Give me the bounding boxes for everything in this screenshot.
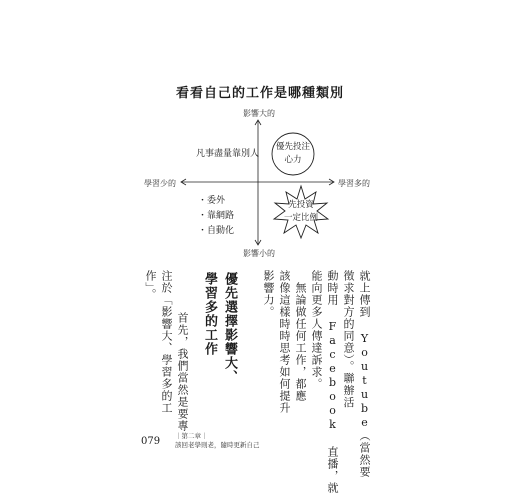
lower-right-line-2: 一定比例 <box>283 213 318 223</box>
body-column: 就上傳到 Youtube（當然要 <box>358 270 371 478</box>
list-item: ・靠網路 <box>198 211 235 221</box>
axis-label-bottom: 影響小的 <box>243 249 275 258</box>
chapter-title: 該回老學則老，隨時更新自己 <box>175 441 260 449</box>
page-number: 079 <box>141 436 161 447</box>
upper-right-line-1: 優先投注 <box>275 142 310 152</box>
chapter-label: ｜第二章｜ <box>175 432 208 440</box>
running-footer <box>175 432 260 450</box>
section-heading-line-2: 學習多的工作 <box>202 272 217 356</box>
diagram-title: 看看自己的工作是哪種類別 <box>175 86 344 101</box>
quadrant-upper-right-label <box>270 134 316 174</box>
lower-right-line-1: 先投資 <box>288 200 314 210</box>
body-column: 能向更多人傳達訴求。 <box>310 270 323 390</box>
body-column: 動時用 Facebook 直播，就 <box>326 270 339 494</box>
body-column: 作」。 <box>144 270 157 301</box>
section-heading-line-1: 優先選擇影響大、 <box>222 272 237 384</box>
body-column: 徵求對方的同意）。聯辦活 <box>342 270 355 409</box>
list-item: ・自動化 <box>198 226 235 236</box>
quadrant-lower-right-label <box>275 194 327 230</box>
quadrant-lower-left-list <box>198 194 234 239</box>
axis-label-left: 學習少的 <box>144 179 176 188</box>
list-item: ・委外 <box>198 196 226 206</box>
body-column: 該像這樣時時思考如何提升 <box>278 270 291 414</box>
body-column: 首先，我們當然是要專 <box>176 300 189 432</box>
body-column: 注於「影響大、學習多的工 <box>160 270 173 414</box>
quadrant-upper-left-text: 凡事盡量靠別人 <box>196 149 260 159</box>
body-column: 無論做任何工作，都應 <box>294 270 307 402</box>
axis-label-right: 學習多的 <box>338 179 370 188</box>
body-column: 影響力。 <box>262 270 275 318</box>
axis-label-top: 影響大的 <box>243 109 275 118</box>
upper-right-line-2: 心力 <box>284 155 302 165</box>
